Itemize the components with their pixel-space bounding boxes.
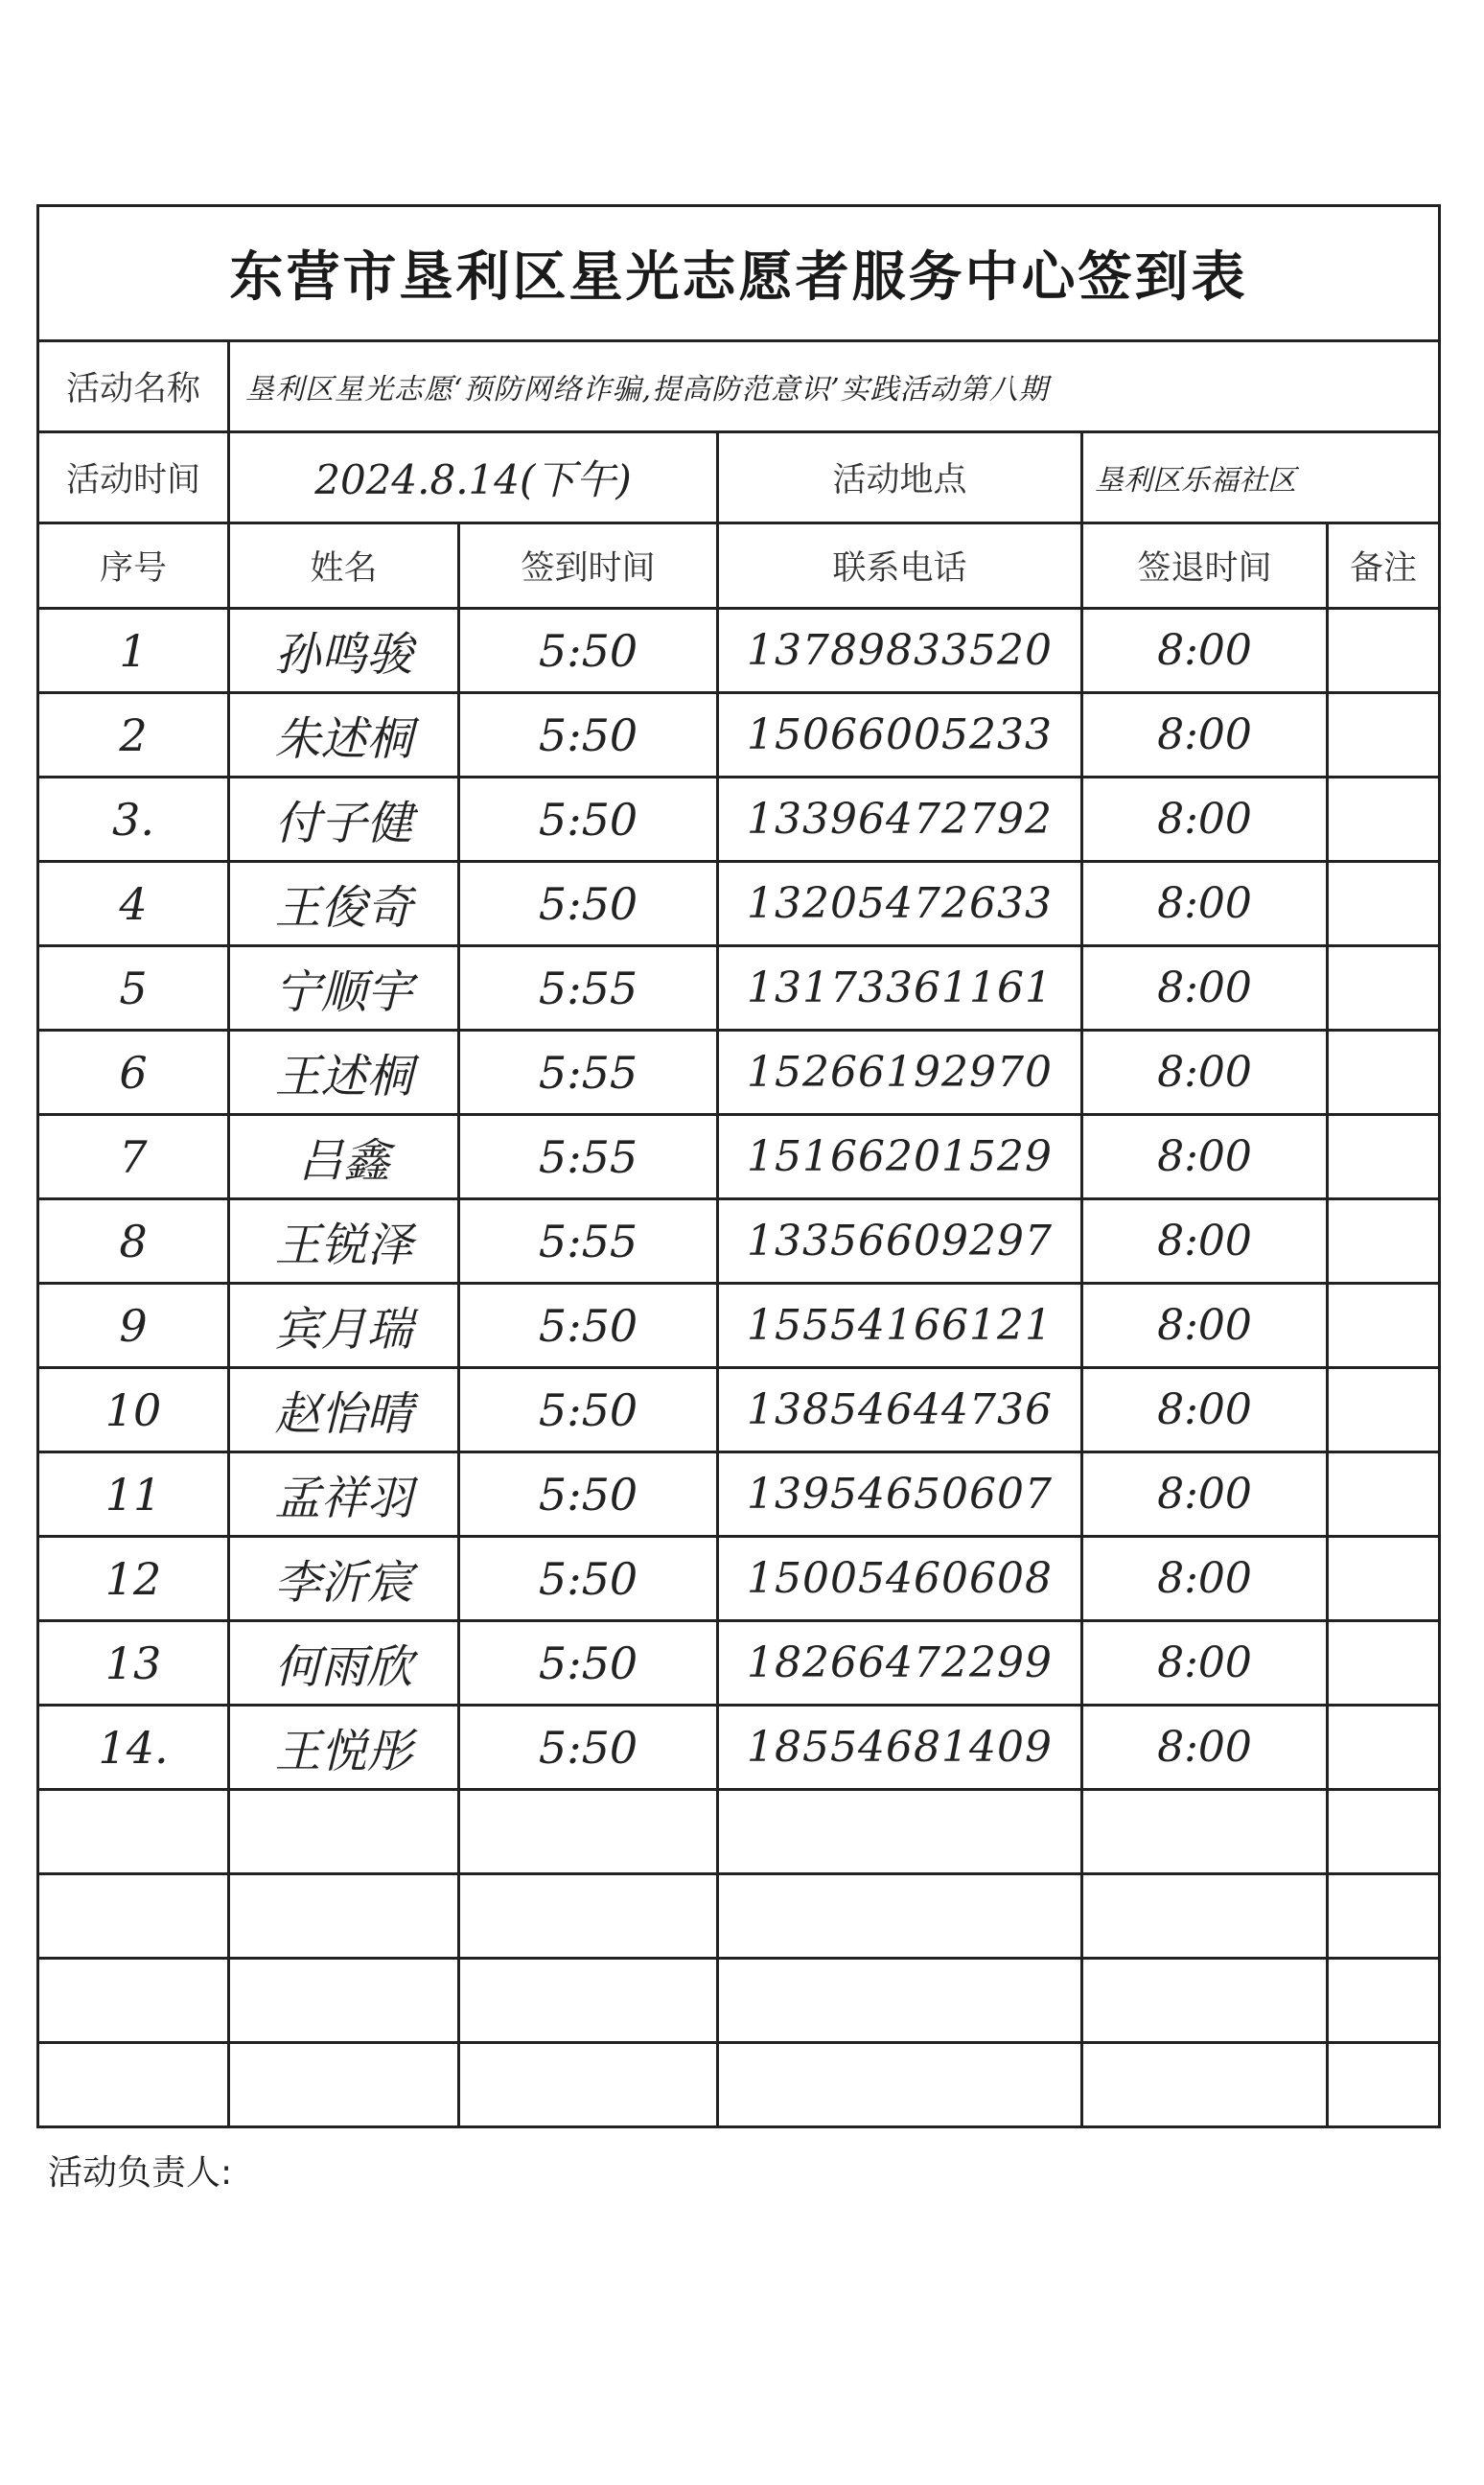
col-header-index: 序号 <box>38 523 229 609</box>
row-sign-out-time: 8:00 <box>1082 862 1328 946</box>
row-sign-in-time: 5:50 <box>459 1706 718 1790</box>
row-index <box>38 1959 229 2043</box>
row-note <box>1328 1115 1440 1199</box>
table-row <box>38 2043 1440 2127</box>
row-sign-out-time: 8:00 <box>1082 1452 1328 1537</box>
row-name <box>229 1959 459 2043</box>
row-note <box>1328 1452 1440 1537</box>
row-sign-in-time: 5:50 <box>459 778 718 862</box>
row-index: 1 <box>38 609 229 693</box>
row-sign-out-time <box>1082 1790 1328 1874</box>
table-row <box>38 1959 1440 2043</box>
row-index: 4 <box>38 862 229 946</box>
table-row <box>38 609 1440 693</box>
activity-place-label: 活动地点 <box>718 432 1082 523</box>
row-sign-in-time: 5:55 <box>459 1199 718 1284</box>
sign-in-table <box>36 204 1441 2128</box>
row-index: 14. <box>38 1706 229 1790</box>
row-index: 7 <box>38 1115 229 1199</box>
table-row <box>38 1115 1440 1199</box>
row-phone: 13173361161 <box>718 946 1082 1031</box>
row-phone: 15554166121 <box>718 1284 1082 1368</box>
row-phone: 13954650607 <box>718 1452 1082 1537</box>
table-row <box>38 1284 1440 1368</box>
row-note <box>1328 2043 1440 2127</box>
table-row <box>38 1874 1440 1959</box>
row-sign-in-time: 5:50 <box>459 609 718 693</box>
row-index: 9 <box>38 1284 229 1368</box>
column-header-row <box>38 523 1440 609</box>
sign-in-sheet <box>36 204 1438 2128</box>
row-sign-out-time: 8:00 <box>1082 1537 1328 1621</box>
row-index: 6 <box>38 1031 229 1115</box>
table-row <box>38 1368 1440 1452</box>
row-index: 8 <box>38 1199 229 1284</box>
row-name: 朱述桐 <box>229 693 459 778</box>
table-row <box>38 1706 1440 1790</box>
row-sign-out-time: 8:00 <box>1082 1115 1328 1199</box>
row-sign-in-time: 5:50 <box>459 1621 718 1706</box>
row-note <box>1328 1199 1440 1284</box>
table-row <box>38 1621 1440 1706</box>
row-note <box>1328 1537 1440 1621</box>
row-note <box>1328 609 1440 693</box>
table-row <box>38 693 1440 778</box>
row-sign-out-time <box>1082 1874 1328 1959</box>
activity-time-value: 2024.8.14(下午) <box>229 432 718 523</box>
row-sign-in-time: 5:50 <box>459 862 718 946</box>
row-name: 宾月瑞 <box>229 1284 459 1368</box>
activity-name-label: 活动名称 <box>38 341 229 432</box>
row-phone: 13205472633 <box>718 862 1082 946</box>
row-sign-in-time: 5:50 <box>459 1537 718 1621</box>
activity-time-label: 活动时间 <box>38 432 229 523</box>
row-phone: 13396472792 <box>718 778 1082 862</box>
row-sign-in-time: 5:50 <box>459 1452 718 1537</box>
row-sign-out-time: 8:00 <box>1082 946 1328 1031</box>
row-index: 11 <box>38 1452 229 1537</box>
row-note <box>1328 1284 1440 1368</box>
table-row <box>38 1452 1440 1537</box>
row-sign-in-time <box>459 1874 718 1959</box>
row-phone <box>718 1874 1082 1959</box>
row-index <box>38 1874 229 1959</box>
row-sign-out-time: 8:00 <box>1082 1368 1328 1452</box>
row-note <box>1328 1621 1440 1706</box>
row-name: 赵怡晴 <box>229 1368 459 1452</box>
page-title: 东营市垦利区星光志愿者服务中心签到表 <box>38 206 1440 341</box>
row-name: 何雨欣 <box>229 1621 459 1706</box>
row-index: 13 <box>38 1621 229 1706</box>
row-sign-out-time: 8:00 <box>1082 1706 1328 1790</box>
row-sign-in-time: 5:50 <box>459 693 718 778</box>
col-header-note: 备注 <box>1328 523 1440 609</box>
row-index <box>38 2043 229 2127</box>
activity-name-row <box>38 341 1440 432</box>
row-phone <box>718 1959 1082 2043</box>
row-sign-out-time: 8:00 <box>1082 778 1328 862</box>
row-name: 王悦彤 <box>229 1706 459 1790</box>
activity-name-value: 垦利区星光志愿‘预防网络诈骗,提高防范意识’实践活动第八期 <box>229 341 1440 432</box>
row-sign-out-time: 8:00 <box>1082 1031 1328 1115</box>
row-sign-out-time: 8:00 <box>1082 609 1328 693</box>
row-sign-in-time: 5:55 <box>459 946 718 1031</box>
row-name: 王锐泽 <box>229 1199 459 1284</box>
table-row <box>38 946 1440 1031</box>
row-phone: 15066005233 <box>718 693 1082 778</box>
table-row <box>38 1031 1440 1115</box>
row-note <box>1328 778 1440 862</box>
responsible-person-label: 活动负责人: <box>48 2153 233 2193</box>
row-sign-out-time: 8:00 <box>1082 1199 1328 1284</box>
row-index: 3. <box>38 778 229 862</box>
activity-time-row <box>38 432 1440 523</box>
row-note <box>1328 693 1440 778</box>
row-phone: 18554681409 <box>718 1706 1082 1790</box>
row-sign-out-time <box>1082 1959 1328 2043</box>
row-sign-in-time: 5:50 <box>459 1368 718 1452</box>
row-index: 5 <box>38 946 229 1031</box>
row-note <box>1328 946 1440 1031</box>
row-index <box>38 1790 229 1874</box>
row-phone: 15166201529 <box>718 1115 1082 1199</box>
activity-place-value: 垦利区乐福社区 <box>1082 432 1440 523</box>
row-name: 付子健 <box>229 778 459 862</box>
row-note <box>1328 1959 1440 2043</box>
row-phone: 13789833520 <box>718 609 1082 693</box>
row-index: 2 <box>38 693 229 778</box>
row-phone: 15266192970 <box>718 1031 1082 1115</box>
table-row <box>38 1790 1440 1874</box>
row-name: 孙鸣骏 <box>229 609 459 693</box>
row-note <box>1328 1706 1440 1790</box>
row-phone: 15005460608 <box>718 1537 1082 1621</box>
row-name: 宁顺宇 <box>229 946 459 1031</box>
row-sign-in-time <box>459 1959 718 2043</box>
row-sign-in-time <box>459 2043 718 2127</box>
row-note <box>1328 1031 1440 1115</box>
table-row <box>38 1537 1440 1621</box>
table-row <box>38 1199 1440 1284</box>
row-note <box>1328 1790 1440 1874</box>
row-phone <box>718 2043 1082 2127</box>
row-sign-out-time: 8:00 <box>1082 1284 1328 1368</box>
row-phone: 18266472299 <box>718 1621 1082 1706</box>
row-name: 吕鑫 <box>229 1115 459 1199</box>
col-header-name: 姓名 <box>229 523 459 609</box>
row-phone: 13356609297 <box>718 1199 1082 1284</box>
row-index: 12 <box>38 1537 229 1621</box>
row-sign-in-time: 5:55 <box>459 1031 718 1115</box>
row-index: 10 <box>38 1368 229 1452</box>
row-sign-out-time: 8:00 <box>1082 1621 1328 1706</box>
col-header-sign-in-time: 签到时间 <box>459 523 718 609</box>
row-name <box>229 2043 459 2127</box>
row-name: 王俊奇 <box>229 862 459 946</box>
row-note <box>1328 1368 1440 1452</box>
row-sign-out-time: 8:00 <box>1082 693 1328 778</box>
row-sign-in-time: 5:55 <box>459 1115 718 1199</box>
row-name: 孟祥羽 <box>229 1452 459 1537</box>
row-note <box>1328 1874 1440 1959</box>
row-note <box>1328 862 1440 946</box>
row-sign-in-time: 5:50 <box>459 1284 718 1368</box>
row-phone: 13854644736 <box>718 1368 1082 1452</box>
row-name <box>229 1790 459 1874</box>
row-name: 李沂宸 <box>229 1537 459 1621</box>
row-phone <box>718 1790 1082 1874</box>
table-row <box>38 778 1440 862</box>
row-sign-out-time <box>1082 2043 1328 2127</box>
row-sign-in-time <box>459 1790 718 1874</box>
col-header-sign-out-time: 签退时间 <box>1082 523 1328 609</box>
col-header-phone: 联系电话 <box>718 523 1082 609</box>
row-name: 王述桐 <box>229 1031 459 1115</box>
row-name <box>229 1874 459 1959</box>
table-row <box>38 862 1440 946</box>
